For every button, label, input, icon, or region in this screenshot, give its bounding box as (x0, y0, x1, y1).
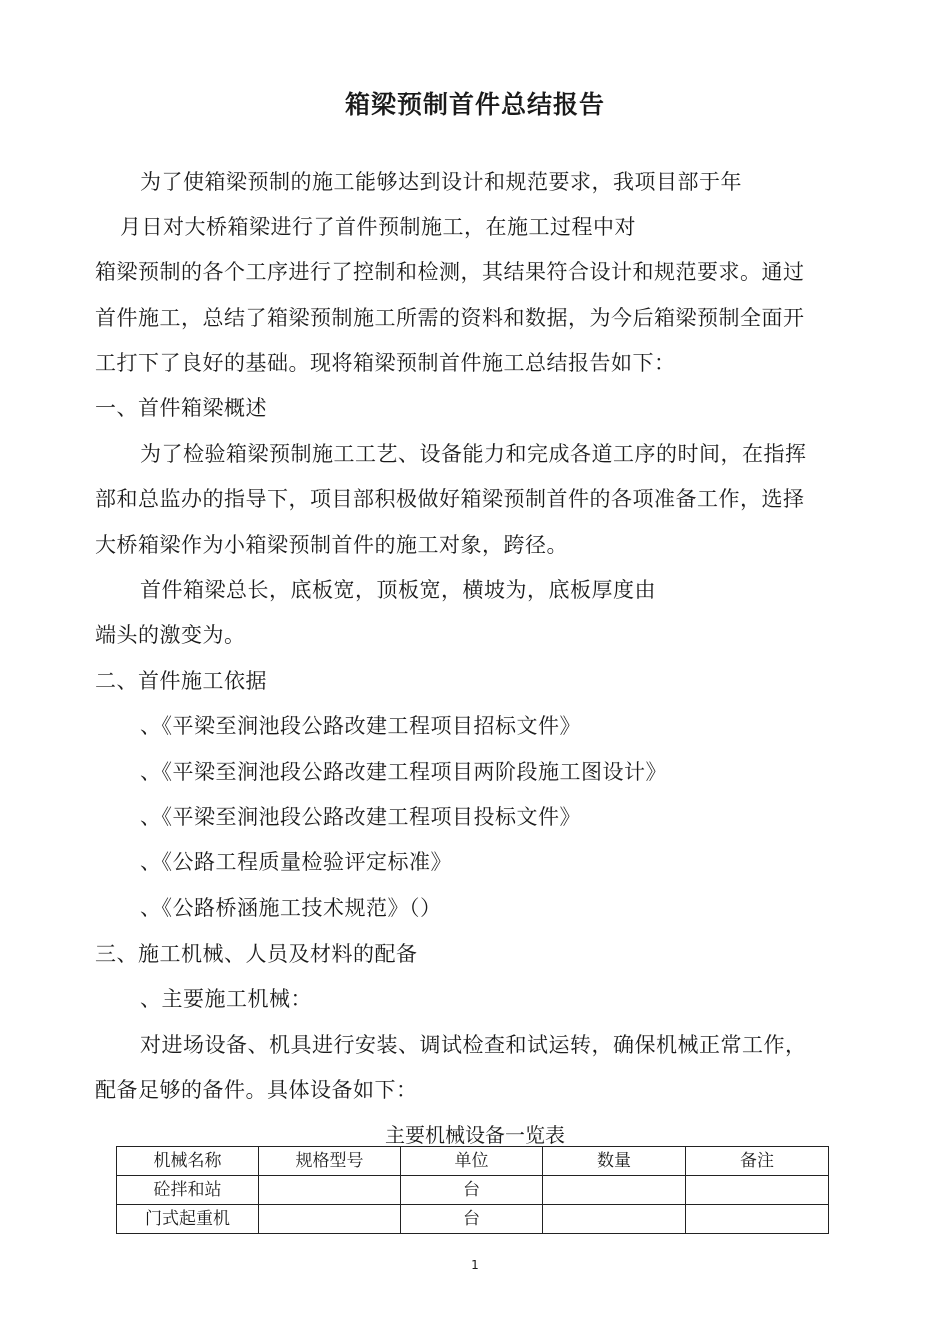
subsection-heading: 、主要施工机械： (140, 987, 312, 1011)
document-title: 箱梁预制首件总结报告 (344, 90, 605, 119)
table-header-cell: 单位 (401, 1147, 543, 1176)
table-cell (686, 1205, 829, 1234)
table-header-cell: 数量 (543, 1147, 686, 1176)
list-item: 、《公路桥涵施工技术规范》（） (140, 896, 442, 920)
equipment-table (116, 1146, 829, 1234)
table-cell: 门式起重机 (117, 1205, 259, 1234)
table-caption: 主要机械设备一览表 (385, 1123, 565, 1147)
table-cell (543, 1176, 686, 1205)
section-heading: 三、施工机械、人员及材料的配备 (95, 942, 418, 966)
paragraph-line: 首件施工，总结了箱梁预制施工所需的资料和数据，为今后箱梁预制全面开 (95, 306, 805, 330)
paragraph-line: 配备足够的备件。具体设备如下： (95, 1078, 418, 1102)
table-cell (259, 1176, 401, 1205)
paragraph-line: 箱梁预制的各个工序进行了控制和检测，其结果符合设计和规范要求。通过 (95, 260, 805, 284)
list-item: 、《平梁至涧池段公路改建工程项目招标文件》 (140, 714, 581, 738)
table-header-cell: 规格型号 (259, 1147, 401, 1176)
paragraph-line: 首件箱梁总长，底板宽，顶板宽，横坡为，底板厚度由 (140, 578, 656, 602)
page-number: 1 (471, 1258, 479, 1272)
table-cell: 砼拌和站 (117, 1176, 259, 1205)
paragraph-line: 大桥箱梁作为小箱梁预制首件的施工对象，跨径。 (95, 533, 568, 557)
list-item: 、《平梁至涧池段公路改建工程项目两阶段施工图设计》 (140, 760, 667, 784)
paragraph-line: 月日对大桥箱梁进行了首件预制施工，在施工过程中对 (120, 215, 636, 239)
section-heading: 二、首件施工依据 (95, 669, 267, 693)
paragraph-line: 对进场设备、机具进行安装、调试检查和试运转，确保机械正常工作， (140, 1033, 807, 1057)
paragraph-line: 为了检验箱梁预制施工工艺、设备能力和完成各道工序的时间，在指挥 (140, 442, 807, 466)
table-header-cell: 机械名称 (117, 1147, 259, 1176)
table-row (117, 1176, 829, 1205)
table-cell (259, 1205, 401, 1234)
paragraph-line: 部和总监办的指导下，项目部积极做好箱梁预制首件的各项准备工作，选择 (95, 487, 805, 511)
paragraph-line: 为了使箱梁预制的施工能够达到设计和规范要求，我项目部于年 (140, 170, 742, 194)
paragraph-line: 端头的激变为。 (95, 623, 246, 647)
table-cell (686, 1176, 829, 1205)
list-item: 、《公路工程质量检验评定标准》 (140, 850, 452, 874)
table-cell: 台 (401, 1176, 543, 1205)
list-item: 、《平梁至涧池段公路改建工程项目投标文件》 (140, 805, 581, 829)
table-cell (543, 1205, 686, 1234)
paragraph-line: 工打下了良好的基础。现将箱梁预制首件施工总结报告如下： (95, 351, 676, 375)
table-header-row (117, 1147, 829, 1176)
table-header-cell: 备注 (686, 1147, 829, 1176)
section-heading: 一、首件箱梁概述 (95, 396, 267, 420)
table-row (117, 1205, 829, 1234)
table-cell: 台 (401, 1205, 543, 1234)
